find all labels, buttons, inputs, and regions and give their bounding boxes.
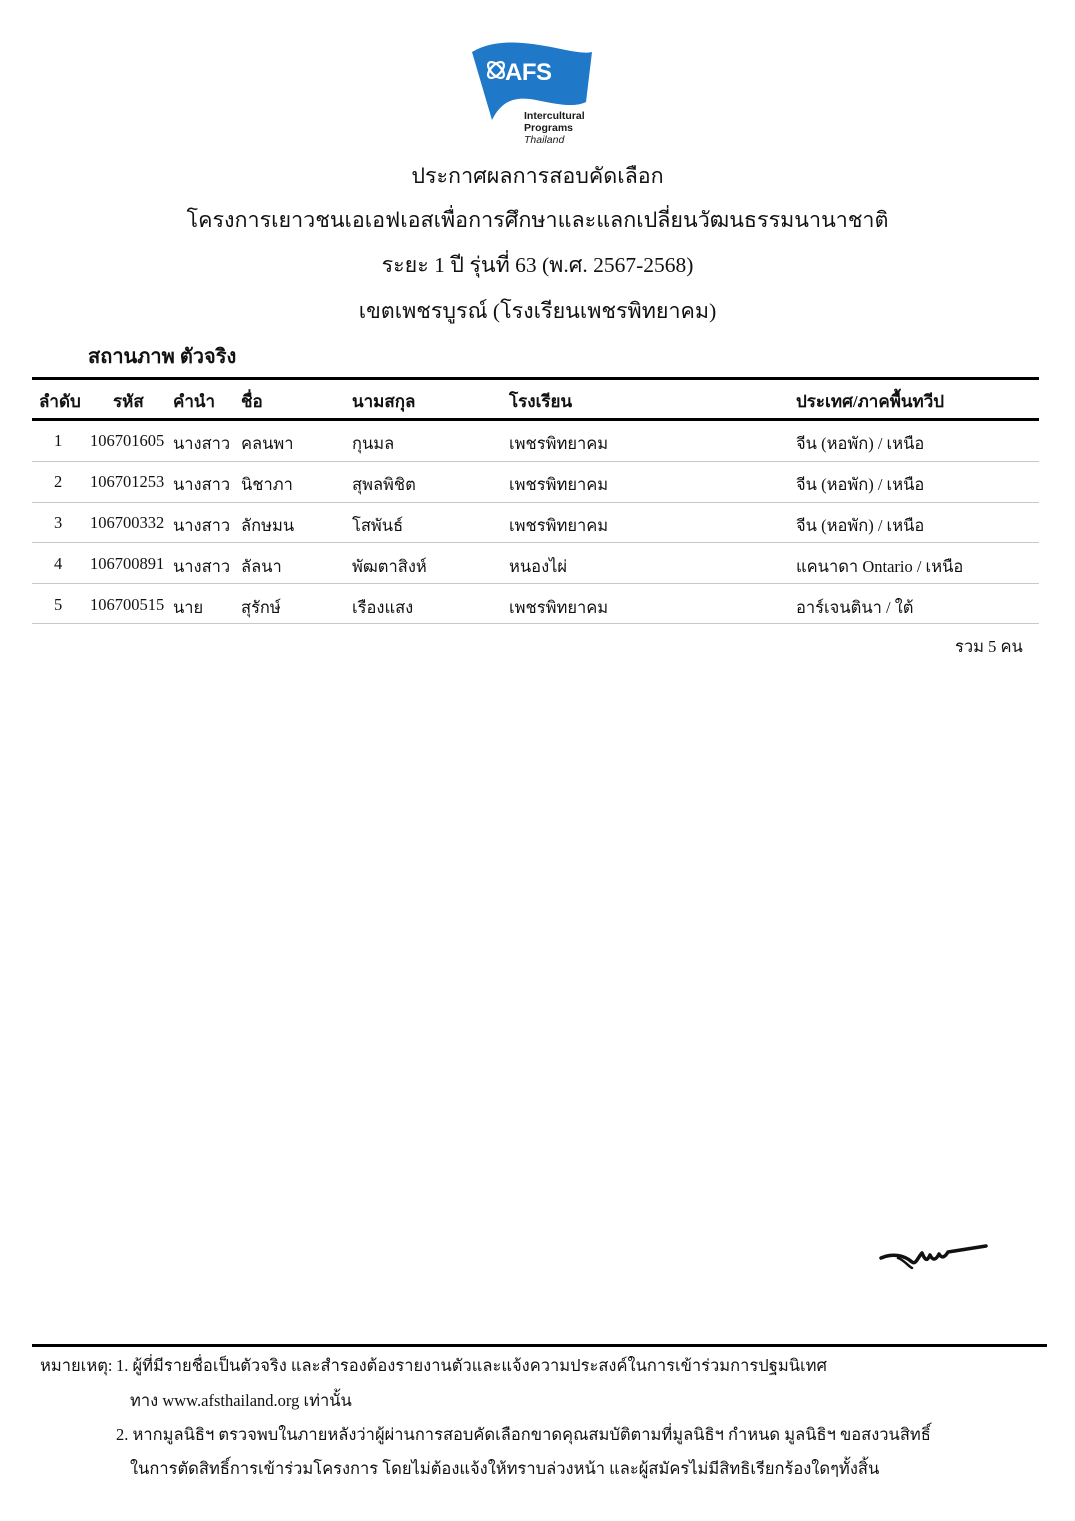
footnote-item-2: 2. หากมูลนิธิฯ ตรวจพบในภายหลังว่าผู้ผ่านการสอบคัดเลือกขาดคุณสมบัติตามที่มูลนิธิฯ กำหนด มูลนิธิฯ ขอสงวนสิทธิ์ <box>116 1425 931 1444</box>
cell-code: 106701605 <box>90 431 165 450</box>
col-header-firstname: ชื่อ <box>241 392 263 411</box>
total-count: รวม 5 คน <box>955 637 1023 656</box>
program-title: โครงการเยาวชนเอเอฟเอสเพื่อการศึกษาและแลกเปลี่ยนวัฒนธรรมนานาชาติ <box>186 208 889 232</box>
cell-school: เพชรพิทยาคม <box>509 598 609 617</box>
cell-order: 4 <box>54 554 63 573</box>
footnote-item-1: 1. ผู้ที่มีรายชื่อเป็นตัวจริง และสำรองต้องรายงานตัวและแจ้งความประสงค์ในการเข้าร่วมการปฐมนิเทศ <box>116 1356 827 1375</box>
col-header-school: โรงเรียน <box>509 392 573 411</box>
signature-icon <box>878 1238 990 1272</box>
table-top-rule <box>32 377 1039 380</box>
header-bottom-rule <box>32 418 1039 421</box>
row-divider <box>32 461 1039 462</box>
announcement-title: ประกาศผลการสอบคัดเลือก <box>411 164 664 188</box>
cell-country: อาร์เจนตินา / ใต้ <box>796 598 914 617</box>
cell-country: แคนาดา Ontario / เหนือ <box>796 557 964 576</box>
col-header-country: ประเทศ/ภาคพื้นทวีป <box>796 392 945 411</box>
cell-lastname: พัฒตาสิงห์ <box>352 557 427 576</box>
cell-firstname: ลักษมน <box>241 516 295 535</box>
col-header-order: ลำดับ <box>39 392 81 411</box>
footnote-item-2-cont: ในการตัดสิทธิ์การเข้าร่วมโครงการ โดยไม่ต้องแจ้งให้ทราบล่วงหน้า และผู้สมัครไม่มีสิทธิเรียกร้องใดๆทั้งสิ้น <box>130 1459 880 1478</box>
afs-subtitle-line: Intercultural <box>524 110 585 122</box>
footnote-item-1-cont: ทาง www.afsthailand.org เท่านั้น <box>130 1391 352 1410</box>
footer-rule <box>32 1344 1047 1347</box>
col-header-code: รหัส <box>113 392 144 411</box>
cell-prefix: นางสาว <box>173 516 231 535</box>
row-divider <box>32 542 1039 543</box>
cell-lastname: โสพันธ์ <box>352 516 404 535</box>
cell-country: จีน (หอพัก) / เหนือ <box>796 475 925 494</box>
afs-logo <box>466 38 596 150</box>
cell-school: เพชรพิทยาคม <box>509 475 609 494</box>
program-period: ระยะ 1 ปี รุ่นที่ 63 (พ.ศ. 2567-2568) <box>381 253 694 277</box>
cell-order: 1 <box>54 431 63 450</box>
row-divider <box>32 623 1039 624</box>
afs-brand-text: AFS <box>505 59 552 86</box>
cell-order: 3 <box>54 513 63 532</box>
cell-code: 106700332 <box>90 513 165 532</box>
cell-lastname: กุนมล <box>352 434 395 453</box>
cell-lastname: เรืองแสง <box>352 598 414 617</box>
cell-code: 106701253 <box>90 472 165 491</box>
cell-prefix: นาย <box>173 598 204 617</box>
cell-firstname: ลัลนา <box>241 557 282 576</box>
cell-school: หนองไผ่ <box>509 557 568 576</box>
afs-subtitle-line: Programs <box>524 122 574 134</box>
cell-firstname: คลนพา <box>241 434 294 453</box>
cell-order: 2 <box>54 472 63 491</box>
cell-country: จีน (หอพัก) / เหนือ <box>796 434 925 453</box>
cell-firstname: นิชาภา <box>241 475 293 494</box>
col-header-lastname: นามสกุล <box>352 392 416 411</box>
cell-school: เพชรพิทยาคม <box>509 434 609 453</box>
afs-subtitle-line: Thailand <box>524 134 565 146</box>
cell-school: เพชรพิทยาคม <box>509 516 609 535</box>
status-heading: สถานภาพ ตัวจริง <box>88 346 237 368</box>
cell-prefix: นางสาว <box>173 475 231 494</box>
footnote-label: หมายเหตุ: <box>40 1356 113 1375</box>
afs-subtitle <box>524 110 585 146</box>
cell-prefix: นางสาว <box>173 557 231 576</box>
cell-country: จีน (หอพัก) / เหนือ <box>796 516 925 535</box>
cell-prefix: นางสาว <box>173 434 231 453</box>
cell-order: 5 <box>54 595 63 614</box>
col-header-prefix: คำนำ <box>173 392 216 411</box>
cell-firstname: สุรักษ์ <box>241 598 281 617</box>
cell-lastname: สุพลพิชิต <box>352 475 416 494</box>
row-divider <box>32 502 1039 503</box>
cell-code: 106700515 <box>90 595 165 614</box>
cell-code: 106700891 <box>90 554 165 573</box>
row-divider <box>32 583 1039 584</box>
region-title: เขตเพชรบูรณ์ (โรงเรียนเพชรพิทยาคม) <box>358 299 717 323</box>
